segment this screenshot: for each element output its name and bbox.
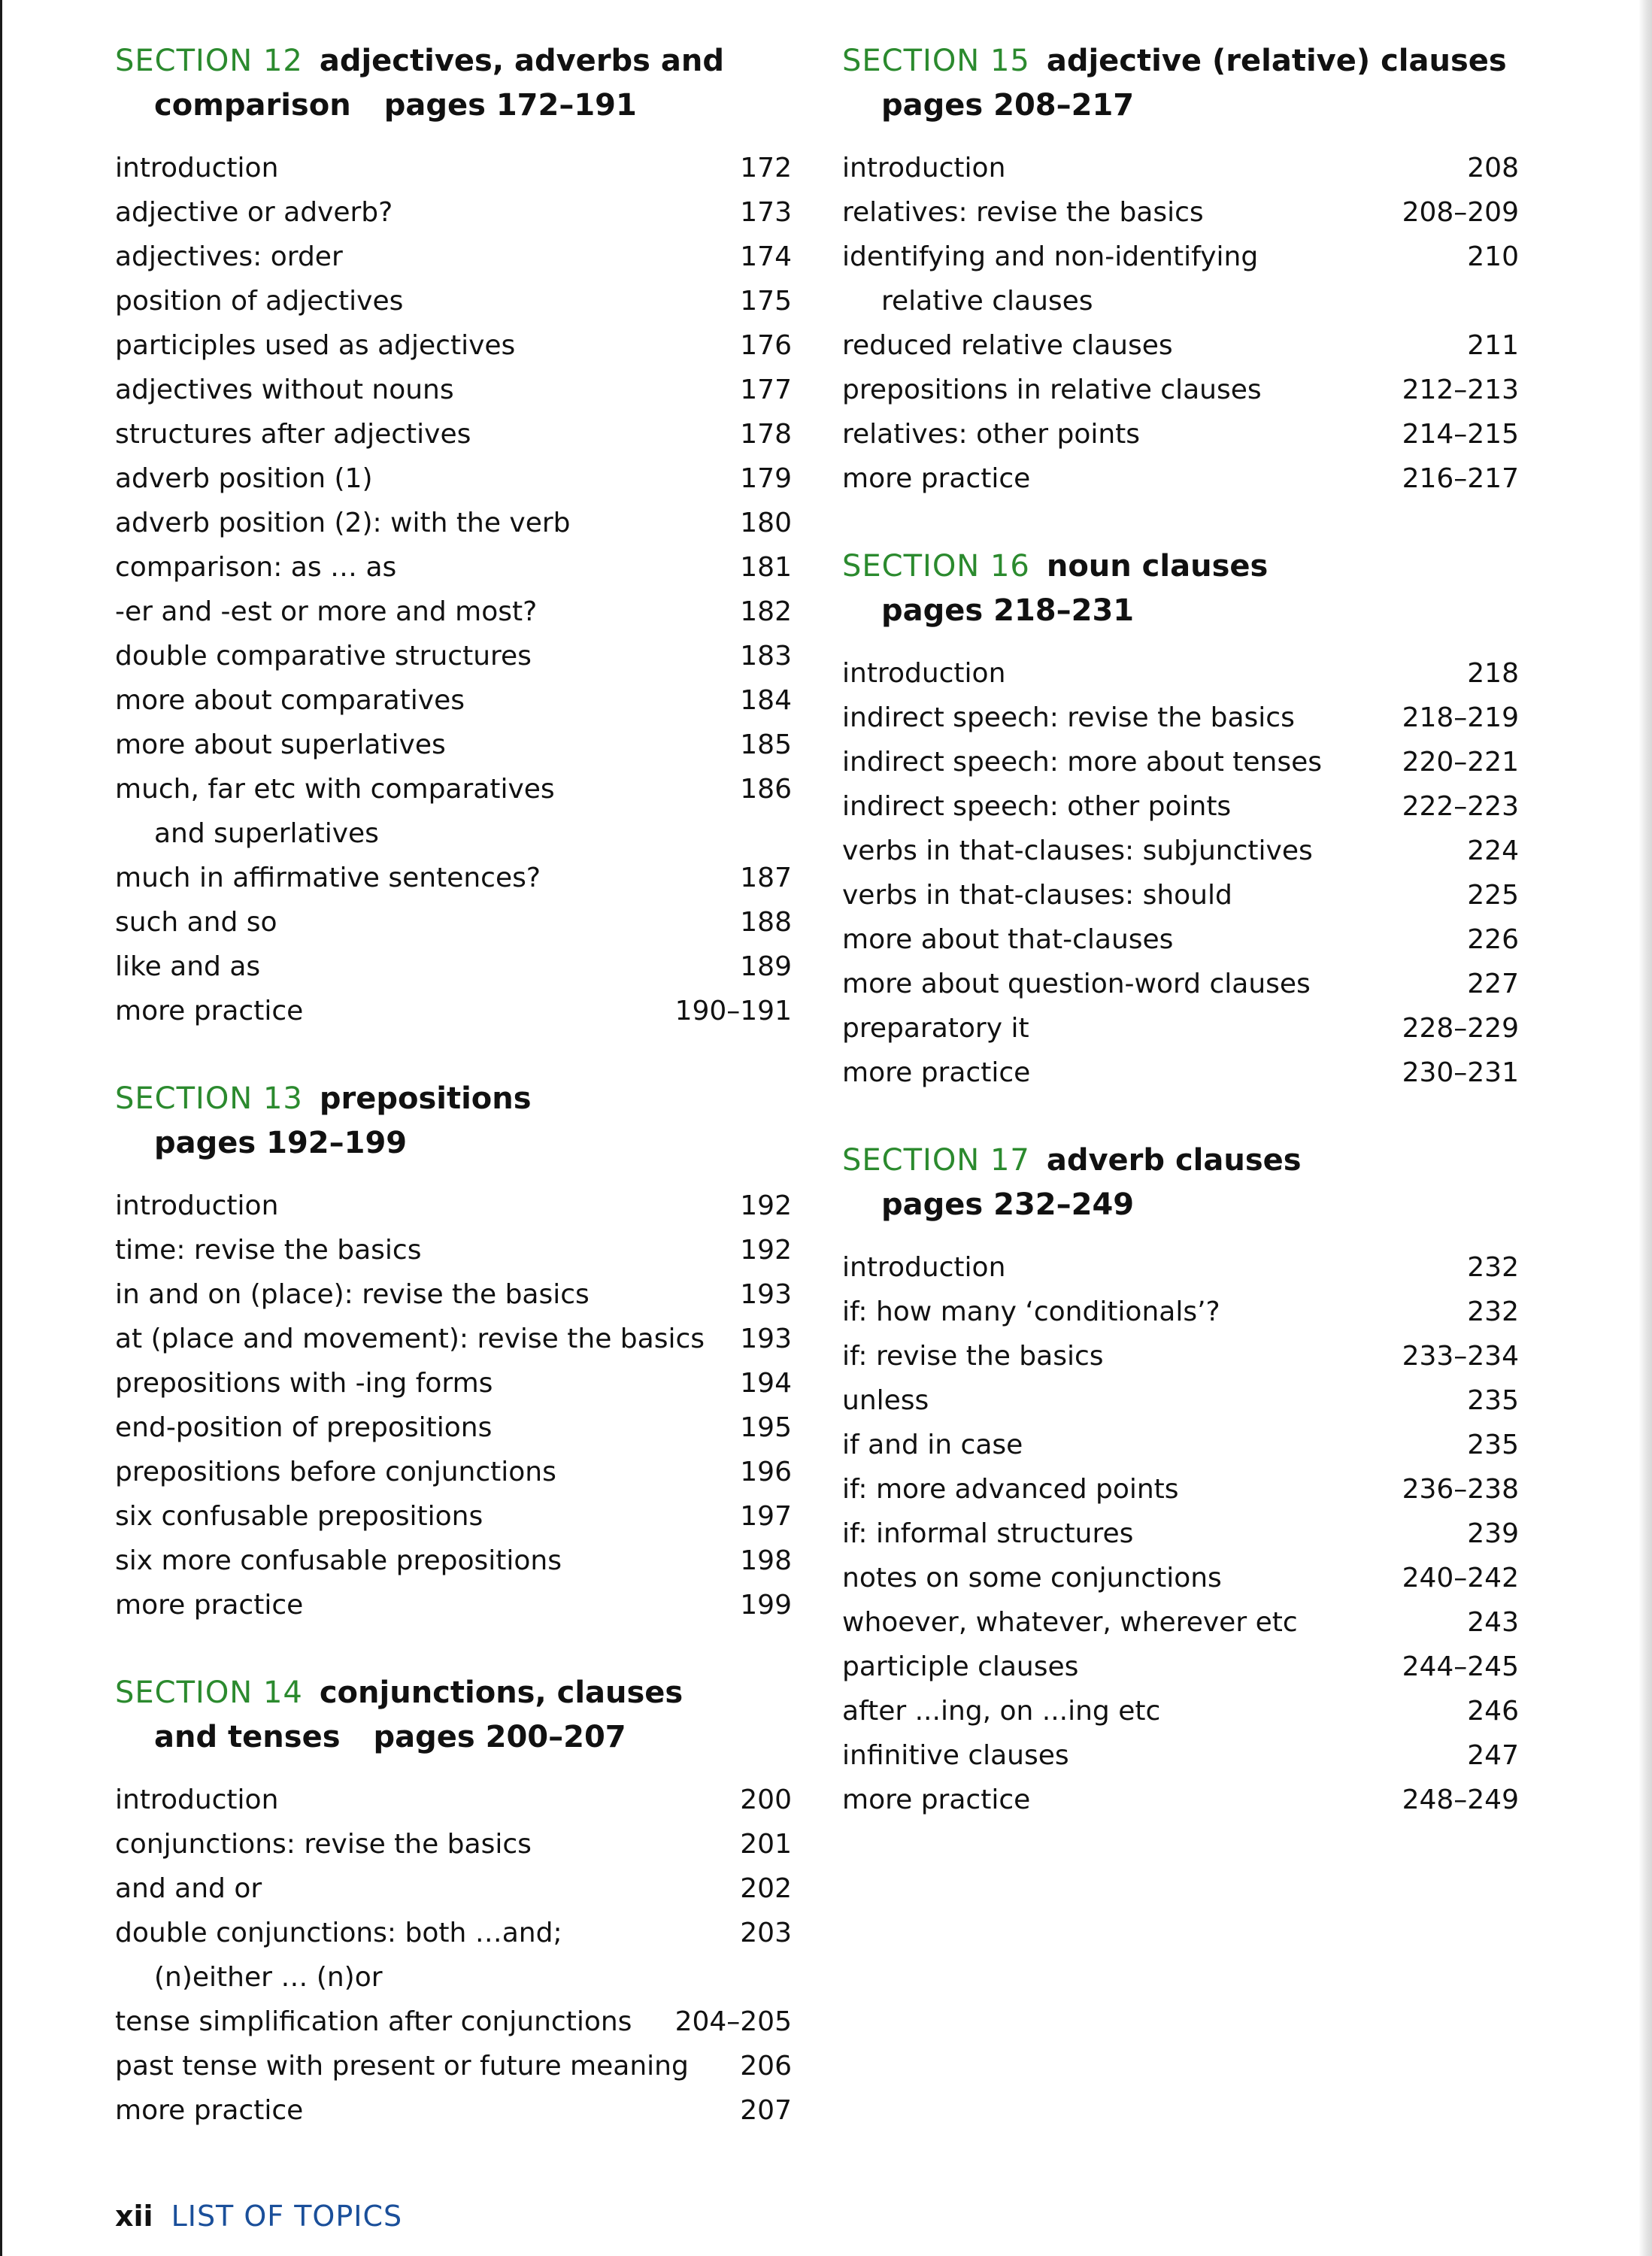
topic-title: more practice bbox=[115, 996, 304, 1026]
topic-title: adjective or adverb? bbox=[115, 197, 393, 228]
section-title: adjective (relative) clauses bbox=[1046, 44, 1507, 78]
topic-row bbox=[115, 634, 792, 678]
topic-title: prepositions with -ing forms bbox=[115, 1368, 493, 1399]
topic-page: 233–234 bbox=[1402, 1341, 1519, 1372]
topic-page: 207 bbox=[740, 2095, 792, 2126]
section-label: SECTION 14 bbox=[115, 1675, 303, 1710]
topic-list bbox=[842, 1245, 1519, 1822]
topic-page: 173 bbox=[740, 197, 792, 228]
topic-row bbox=[842, 1245, 1519, 1290]
section-pages: pages 208–217 bbox=[881, 88, 1135, 123]
topic-title-cont: (n)either … (n)or bbox=[154, 1962, 383, 1993]
topic-row bbox=[842, 456, 1519, 501]
section-pages: pages 200–207 bbox=[373, 1720, 626, 1754]
topic-row bbox=[115, 2088, 792, 2133]
topic-row bbox=[115, 856, 792, 900]
topic-page: 216–217 bbox=[1402, 463, 1519, 494]
topic-title: notes on some conjunctions bbox=[842, 1563, 1222, 1593]
topic-page: 203 bbox=[740, 1918, 792, 1948]
topic-title: more practice bbox=[842, 1057, 1031, 1088]
topic-page: 180 bbox=[740, 508, 792, 538]
section-heading bbox=[842, 544, 1519, 633]
section-title: adjectives, adverbs and bbox=[319, 44, 725, 78]
topic-row bbox=[842, 1689, 1519, 1733]
topic-row bbox=[115, 1494, 792, 1539]
topic-title: introduction bbox=[842, 153, 1006, 183]
topic-title: in and on (place): revise the basics bbox=[115, 1279, 590, 1310]
section-title: noun clauses bbox=[1046, 549, 1269, 584]
topic-title: at (place and movement): revise the basics bbox=[115, 1324, 705, 1354]
topic-page: 239 bbox=[1467, 1518, 1519, 1549]
topic-title: unless bbox=[842, 1385, 929, 1416]
topic-page: 189 bbox=[740, 951, 792, 982]
footer-label: LIST OF TOPICS bbox=[171, 2200, 403, 2233]
topic-page: 244–245 bbox=[1402, 1651, 1519, 1682]
topic-row bbox=[115, 1228, 792, 1272]
topic-title: time: revise the basics bbox=[115, 1235, 422, 1266]
topic-title: relatives: other points bbox=[842, 419, 1141, 450]
topic-row bbox=[115, 1450, 792, 1494]
topic-title: adverb position (2): with the verb bbox=[115, 508, 571, 538]
topic-page: 235 bbox=[1467, 1385, 1519, 1416]
topic-title: much in affirmative sentences? bbox=[115, 863, 541, 893]
topic-page: 230–231 bbox=[1402, 1057, 1519, 1088]
topic-list bbox=[842, 146, 1519, 501]
topic-page: 192 bbox=[740, 1190, 792, 1221]
topic-title: more about that-clauses bbox=[842, 924, 1174, 955]
topic-title: participle clauses bbox=[842, 1651, 1079, 1682]
topic-row bbox=[115, 456, 792, 501]
topic-row bbox=[842, 1334, 1519, 1378]
topic-title: introduction bbox=[115, 153, 279, 183]
section-heading bbox=[115, 1671, 792, 1760]
topic-list bbox=[115, 1184, 792, 1627]
section-pages: pages 192–199 bbox=[154, 1126, 408, 1160]
topic-page: 232 bbox=[1467, 1252, 1519, 1283]
topic-title: introduction bbox=[115, 1190, 279, 1221]
topic-title: if: informal structures bbox=[842, 1518, 1134, 1549]
topic-row bbox=[842, 917, 1519, 962]
topic-title: introduction bbox=[842, 658, 1006, 689]
topic-title: after ...ing, on ...ing etc bbox=[842, 1696, 1161, 1727]
topic-page: 188 bbox=[740, 907, 792, 938]
topic-title: structures after adjectives bbox=[115, 419, 471, 450]
topic-title: introduction bbox=[115, 1784, 279, 1815]
topic-row bbox=[842, 1378, 1519, 1423]
topic-title: comparison: as … as bbox=[115, 552, 397, 583]
topic-page: 175 bbox=[740, 286, 792, 317]
section-title: adverb clauses bbox=[1046, 1143, 1302, 1178]
topic-title: -er and -est or more and most? bbox=[115, 596, 538, 627]
topic-title: whoever, whatever, wherever etc bbox=[842, 1607, 1298, 1638]
topic-row bbox=[842, 1051, 1519, 1095]
topic-page: 236–238 bbox=[1402, 1474, 1519, 1505]
topic-page: 177 bbox=[740, 374, 792, 405]
topic-page: 192 bbox=[740, 1235, 792, 1266]
topic-title: more practice bbox=[115, 1590, 304, 1621]
topic-page: 193 bbox=[740, 1324, 792, 1354]
topic-title: more about question-word clauses bbox=[842, 969, 1311, 999]
topic-row bbox=[842, 1645, 1519, 1689]
section-heading bbox=[842, 1139, 1519, 1227]
topic-row bbox=[115, 1405, 792, 1450]
topic-row bbox=[115, 279, 792, 323]
topic-page: 227 bbox=[1467, 969, 1519, 999]
topic-title: identifying and non-identifying bbox=[842, 241, 1259, 272]
topic-row bbox=[842, 829, 1519, 873]
topic-row bbox=[115, 1361, 792, 1405]
topic-page: 178 bbox=[740, 419, 792, 450]
topic-row bbox=[115, 1866, 792, 1911]
topic-page: 204–205 bbox=[674, 2006, 792, 2037]
topic-title: verbs in that-clauses: subjunctives bbox=[842, 835, 1313, 866]
section-12 bbox=[115, 39, 792, 1033]
topic-row bbox=[842, 651, 1519, 696]
topic-row bbox=[842, 1467, 1519, 1512]
topic-page: 198 bbox=[740, 1545, 792, 1576]
topic-page: 218–219 bbox=[1402, 702, 1519, 733]
topic-title: double comparative structures bbox=[115, 641, 532, 672]
section-14 bbox=[115, 1671, 792, 2133]
section-label: SECTION 13 bbox=[115, 1081, 303, 1116]
topic-row bbox=[115, 590, 792, 634]
topic-row bbox=[842, 1600, 1519, 1645]
section-title-cont: comparison bbox=[154, 88, 351, 123]
topic-row bbox=[115, 678, 792, 723]
topic-page: 208–209 bbox=[1402, 197, 1519, 228]
section-label: SECTION 12 bbox=[115, 44, 303, 78]
topic-row bbox=[115, 945, 792, 989]
section-17 bbox=[842, 1139, 1519, 1822]
topic-row bbox=[115, 235, 792, 279]
topic-page: 194 bbox=[740, 1368, 792, 1399]
topic-row bbox=[842, 873, 1519, 917]
section-heading bbox=[842, 39, 1519, 128]
topic-page: 240–242 bbox=[1402, 1563, 1519, 1593]
topic-row bbox=[115, 1583, 792, 1627]
topic-row bbox=[115, 501, 792, 545]
topic-title: past tense with present or future meaning bbox=[115, 2051, 689, 2082]
topic-page: 218 bbox=[1467, 658, 1519, 689]
topic-row bbox=[115, 1539, 792, 1583]
section-label: SECTION 15 bbox=[842, 44, 1030, 78]
section-16 bbox=[842, 544, 1519, 1095]
topic-page: 212–213 bbox=[1402, 374, 1519, 405]
topic-row bbox=[115, 545, 792, 590]
topic-row bbox=[115, 146, 792, 190]
topic-title: if and in case bbox=[842, 1430, 1023, 1460]
topic-page: 187 bbox=[740, 863, 792, 893]
section-15 bbox=[842, 39, 1519, 501]
topic-page: 211 bbox=[1467, 330, 1519, 361]
topic-page: 243 bbox=[1467, 1607, 1519, 1638]
section-heading bbox=[115, 39, 792, 128]
topic-title: six more confusable prepositions bbox=[115, 1545, 562, 1576]
topic-title: double conjunctions: both …and; bbox=[115, 1918, 562, 1948]
topic-title: and and or bbox=[115, 1873, 262, 1904]
topic-page: 174 bbox=[740, 241, 792, 272]
topic-title: if: more advanced points bbox=[842, 1474, 1179, 1505]
section-pages: pages 232–249 bbox=[881, 1187, 1135, 1222]
left-column bbox=[115, 39, 792, 2176]
topic-page: 190–191 bbox=[674, 996, 792, 1026]
topic-page: 232 bbox=[1467, 1296, 1519, 1327]
topic-title: tense simplification after conjunctions bbox=[115, 2006, 632, 2037]
topic-title: verbs in that-clauses: should bbox=[842, 880, 1232, 911]
topic-title: participles used as adjectives bbox=[115, 330, 516, 361]
topic-page: 235 bbox=[1467, 1430, 1519, 1460]
topic-title: indirect speech: revise the basics bbox=[842, 702, 1295, 733]
topic-row bbox=[115, 323, 792, 368]
topic-page: 214–215 bbox=[1402, 419, 1519, 450]
topic-title: indirect speech: more about tenses bbox=[842, 747, 1323, 778]
topic-title: more practice bbox=[842, 1784, 1031, 1815]
page-number: xii bbox=[115, 2200, 153, 2233]
topic-title: adjectives without nouns bbox=[115, 374, 454, 405]
topic-row bbox=[115, 1272, 792, 1317]
topic-row bbox=[842, 962, 1519, 1006]
section-title: prepositions bbox=[319, 1081, 532, 1116]
topic-row bbox=[842, 740, 1519, 784]
topic-title: more about comparatives bbox=[115, 685, 465, 716]
topic-page: 222–223 bbox=[1402, 791, 1519, 822]
topic-title: like and as bbox=[115, 951, 261, 982]
section-title-cont: and tenses bbox=[154, 1720, 341, 1754]
topic-title: six confusable prepositions bbox=[115, 1501, 483, 1532]
topic-page: 247 bbox=[1467, 1740, 1519, 1771]
topic-row bbox=[842, 784, 1519, 829]
topic-row bbox=[842, 368, 1519, 412]
topic-title: preparatory it bbox=[842, 1013, 1029, 1044]
topic-page: 186 bbox=[740, 774, 792, 805]
topic-row bbox=[842, 1423, 1519, 1467]
topic-page: 184 bbox=[740, 685, 792, 716]
topic-title: conjunctions: revise the basics bbox=[115, 1829, 532, 1860]
topic-title: prepositions before conjunctions bbox=[115, 1457, 556, 1487]
page-footer bbox=[115, 2197, 402, 2235]
topic-page: 195 bbox=[740, 1412, 792, 1443]
topic-row bbox=[842, 412, 1519, 456]
topic-page: 210 bbox=[1467, 241, 1519, 272]
topic-row bbox=[842, 696, 1519, 740]
topic-title: prepositions in relative clauses bbox=[842, 374, 1262, 405]
right-column bbox=[842, 39, 1519, 1866]
topic-row bbox=[115, 1911, 792, 2000]
topic-page: 183 bbox=[740, 641, 792, 672]
topic-page: 193 bbox=[740, 1279, 792, 1310]
topic-title: introduction bbox=[842, 1252, 1006, 1283]
topic-row bbox=[842, 1006, 1519, 1051]
topic-row bbox=[115, 989, 792, 1033]
topic-row bbox=[842, 323, 1519, 368]
topic-row bbox=[115, 2044, 792, 2088]
topic-title: more about superlatives bbox=[115, 729, 446, 760]
topic-row bbox=[115, 900, 792, 945]
topic-row bbox=[842, 190, 1519, 235]
topic-page: 179 bbox=[740, 463, 792, 494]
topic-list bbox=[115, 146, 792, 1033]
topic-page: 208 bbox=[1467, 153, 1519, 183]
topic-page: 176 bbox=[740, 330, 792, 361]
topic-page: 172 bbox=[740, 153, 792, 183]
section-pages: pages 172–191 bbox=[383, 88, 637, 123]
topic-title: relatives: revise the basics bbox=[842, 197, 1204, 228]
topic-page: 220–221 bbox=[1402, 747, 1519, 778]
topic-row bbox=[115, 412, 792, 456]
topic-page: 181 bbox=[740, 552, 792, 583]
topic-row bbox=[842, 1290, 1519, 1334]
topic-row bbox=[842, 1778, 1519, 1822]
topic-page: 224 bbox=[1467, 835, 1519, 866]
section-pages: pages 218–231 bbox=[881, 593, 1135, 628]
topic-row bbox=[115, 767, 792, 856]
topic-row bbox=[115, 723, 792, 767]
topic-page: 185 bbox=[740, 729, 792, 760]
topic-page: 196 bbox=[740, 1457, 792, 1487]
page-edge-left bbox=[0, 0, 2, 2256]
page-edge-right bbox=[1638, 0, 1652, 2256]
topic-title: indirect speech: other points bbox=[842, 791, 1232, 822]
topic-page: 202 bbox=[740, 1873, 792, 1904]
topic-page: 199 bbox=[740, 1590, 792, 1621]
topic-page: 200 bbox=[740, 1784, 792, 1815]
topic-row bbox=[115, 1317, 792, 1361]
topic-page: 197 bbox=[740, 1501, 792, 1532]
topic-title-cont: relative clauses bbox=[881, 286, 1093, 317]
topic-page: 246 bbox=[1467, 1696, 1519, 1727]
topic-row bbox=[842, 1512, 1519, 1556]
topic-row bbox=[842, 146, 1519, 190]
topic-title: position of adjectives bbox=[115, 286, 404, 317]
topic-row bbox=[115, 1778, 792, 1822]
topic-title: reduced relative clauses bbox=[842, 330, 1173, 361]
topic-title-cont: and superlatives bbox=[154, 818, 379, 849]
topic-row bbox=[842, 1556, 1519, 1600]
topic-page: 248–249 bbox=[1402, 1784, 1519, 1815]
topic-list bbox=[842, 651, 1519, 1095]
topic-row bbox=[115, 1184, 792, 1228]
section-title: conjunctions, clauses bbox=[319, 1675, 684, 1710]
section-heading bbox=[115, 1077, 792, 1166]
section-label: SECTION 16 bbox=[842, 549, 1030, 584]
topic-page: 206 bbox=[740, 2051, 792, 2082]
topic-list bbox=[115, 1778, 792, 2133]
topic-title: much, far etc with comparatives bbox=[115, 774, 555, 805]
topic-title: such and so bbox=[115, 907, 277, 938]
topic-title: if: revise the basics bbox=[842, 1341, 1104, 1372]
topic-row bbox=[115, 190, 792, 235]
section-label: SECTION 17 bbox=[842, 1143, 1030, 1178]
topic-title: more practice bbox=[115, 2095, 304, 2126]
topic-page: 226 bbox=[1467, 924, 1519, 955]
topic-title: adjectives: order bbox=[115, 241, 343, 272]
topic-page: 182 bbox=[740, 596, 792, 627]
topic-row bbox=[115, 2000, 792, 2044]
topic-title: end-position of prepositions bbox=[115, 1412, 493, 1443]
topic-row bbox=[842, 1733, 1519, 1778]
topic-title: adverb position (1) bbox=[115, 463, 373, 494]
topic-row bbox=[115, 1822, 792, 1866]
topic-page: 225 bbox=[1467, 880, 1519, 911]
topic-title: more practice bbox=[842, 463, 1031, 494]
topic-page: 201 bbox=[740, 1829, 792, 1860]
section-13 bbox=[115, 1077, 792, 1627]
topic-title: infinitive clauses bbox=[842, 1740, 1069, 1771]
topic-page: 228–229 bbox=[1402, 1013, 1519, 1044]
topic-title: if: how many ‘conditionals’? bbox=[842, 1296, 1220, 1327]
topic-row bbox=[842, 235, 1519, 323]
topic-row bbox=[115, 368, 792, 412]
